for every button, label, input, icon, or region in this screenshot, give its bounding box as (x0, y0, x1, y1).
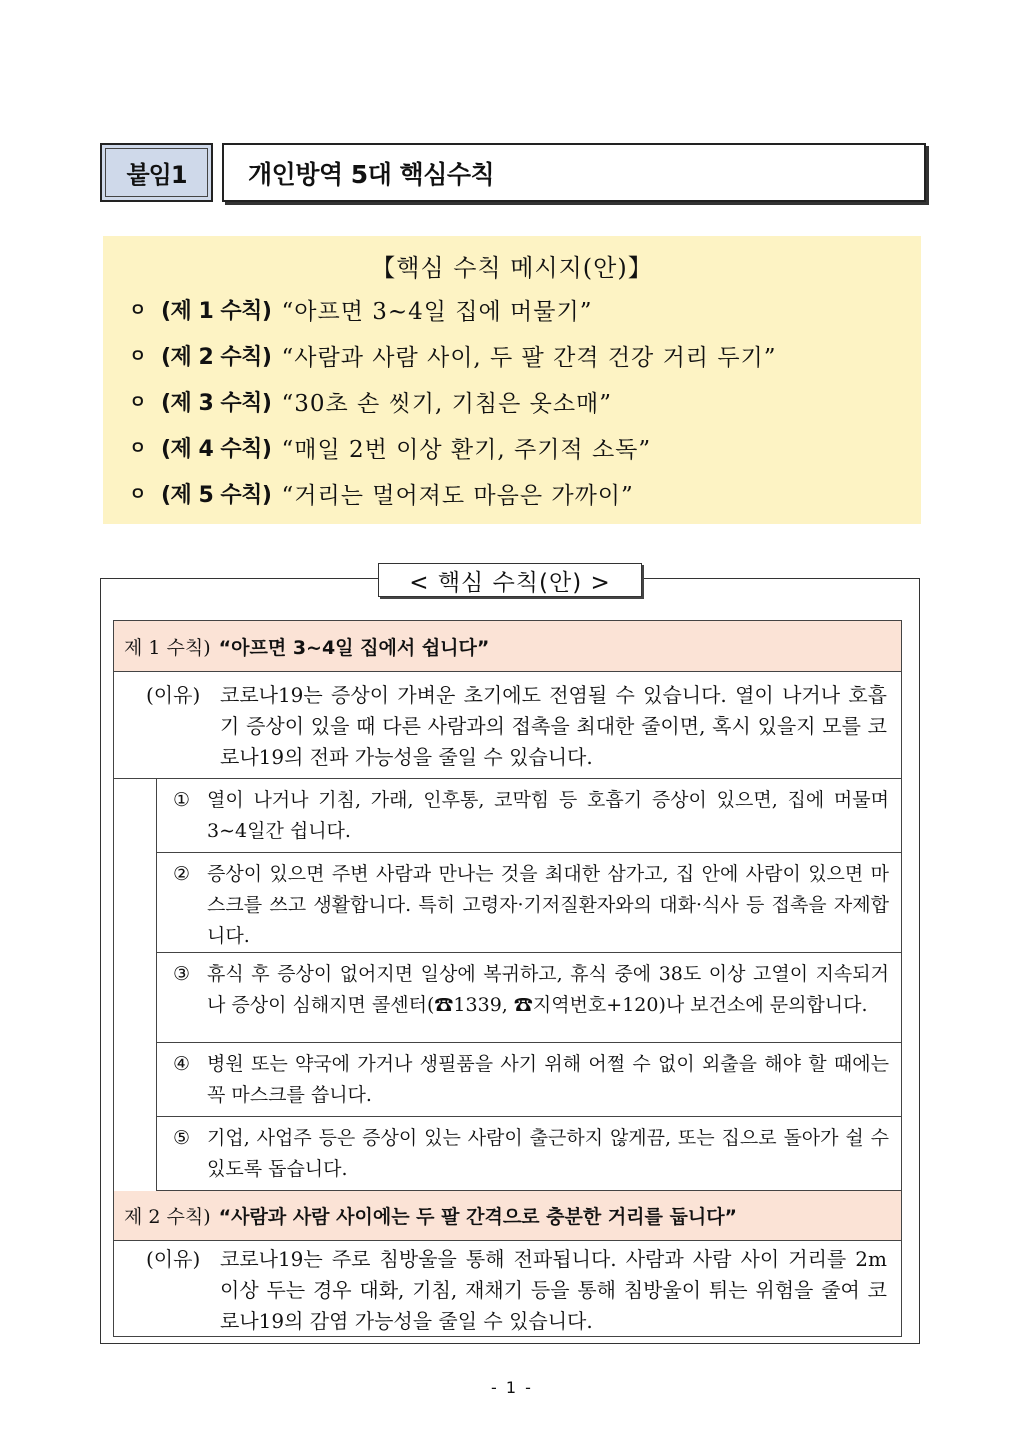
list-item (156, 1043, 901, 1117)
item-text: 기업, 사업주 등은 증상이 있는 사람이 출근하지 않게끔, 또는 집으로 돌아가 쉴 수 있도록 돕습니다. (207, 1127, 889, 1180)
attachment-label: 붙임1 (100, 143, 213, 202)
message-item (129, 383, 612, 419)
rule-2-reason (114, 1241, 901, 1337)
list-item (156, 779, 901, 853)
rule-quote: “아프면 3~4일 집에서 쉽니다” (218, 636, 490, 659)
bullet-icon: ㅇ (129, 300, 147, 321)
item-text: 휴식 후 증상이 없어지면 일상에 복귀하고, 휴식 중에 38도 이상 고열이 지속되거나 증상이 심해지면 콜센터(☎1339, ☎지역번호+120)나 보건소에 문의합니다. (207, 963, 889, 1016)
message-item (129, 429, 651, 465)
rules-table (113, 620, 902, 1337)
message-text: “사람과 사람 사이, 두 팔 간격 건강 거리 두기” (281, 344, 777, 371)
rule-number: 제 1 수칙) (124, 636, 211, 659)
message-tag: (제 2 수칙) (161, 344, 272, 370)
list-item (156, 953, 901, 1043)
item-mark: ② (173, 863, 191, 885)
document-title: 개인방역 5대 핵심수칙 (222, 143, 926, 202)
rule-number: 제 2 수칙) (124, 1206, 211, 1228)
bullet-icon: ㅇ (129, 484, 147, 505)
rule-1-header (114, 621, 901, 672)
bullet-icon: ㅇ (129, 392, 147, 413)
item-mark: ① (173, 789, 191, 811)
page-number: - 1 - (491, 1378, 533, 1397)
item-text: 열이 나거나 기침, 가래, 인후통, 코막힘 등 호흡기 증상이 있으면, 집에 머물며 3∼4일간 쉽니다. (207, 789, 889, 842)
message-tag: (제 3 수칙) (161, 390, 272, 416)
bullet-icon: ㅇ (129, 438, 147, 459)
item-text: 증상이 있으면 주변 사람과 만나는 것을 최대한 삼가고, 집 안에 사람이 있으면 마스크를 쓰고 생활합니다. 특히 고령자·기저질환자와의 대화·식사 등 접촉을 자제합니다. (207, 863, 889, 947)
item-text: 병원 또는 약국에 가거나 생필품을 사기 위해 어쩔 수 없이 외출을 해야 할 때에는 꼭 마스크를 씁니다. (207, 1053, 889, 1106)
message-text: “매일 2번 이상 환기, 주기적 소독” (281, 436, 652, 463)
message-text: “아프면 3∼4일 집에 머물기” (281, 298, 593, 325)
message-tag: (제 1 수칙) (161, 298, 272, 324)
list-item (156, 1117, 901, 1191)
rule-2-header (114, 1191, 901, 1241)
rule-1-reason (114, 672, 901, 779)
message-tag: (제 5 수칙) (161, 482, 272, 508)
reason-label: (이유) (146, 1247, 201, 1271)
rule-quote: “사람과 사람 사이에는 두 팔 간격으로 충분한 거리를 둡니다” (218, 1206, 738, 1228)
message-item (129, 475, 634, 511)
message-tag: (제 4 수칙) (161, 436, 272, 462)
message-text: “거리는 멀어져도 마음은 가까이” (281, 482, 634, 509)
message-item (129, 291, 592, 327)
list-item (156, 853, 901, 953)
message-text: “30초 손 씻기, 기침은 옷소매” (281, 390, 613, 417)
rules-section-title: < 핵심 수칙(안) > (378, 563, 642, 597)
item-mark: ④ (173, 1053, 191, 1075)
reason-text: 코로나19는 증상이 가벼운 초기에도 전염될 수 있습니다. 열이 나거나 호흡기 증상이 있을 때 다른 사람과의 접촉을 최대한 줄이면, 혹시 있을지 모를 코로나19의 전파 가능성을 줄일 수 있습니다. (220, 683, 887, 769)
bullet-icon: ㅇ (129, 346, 147, 367)
item-mark: ③ (173, 963, 191, 985)
item-mark: ⑤ (173, 1127, 191, 1149)
message-item (129, 337, 777, 373)
key-message-heading: 【핵심 수칙 메시지(안)】 (371, 254, 653, 282)
key-message-box (103, 236, 921, 524)
reason-label: (이유) (146, 683, 201, 707)
reason-text: 코로나19는 주로 침방울을 통해 전파됩니다. 사람과 사람 사이 거리를 2m 이상 두는 경우 대화, 기침, 재채기 등을 통해 침방울이 튀는 위험을 줄여 코로나19의 감염 가능성을 줄일 수 있습니다. (220, 1247, 887, 1333)
